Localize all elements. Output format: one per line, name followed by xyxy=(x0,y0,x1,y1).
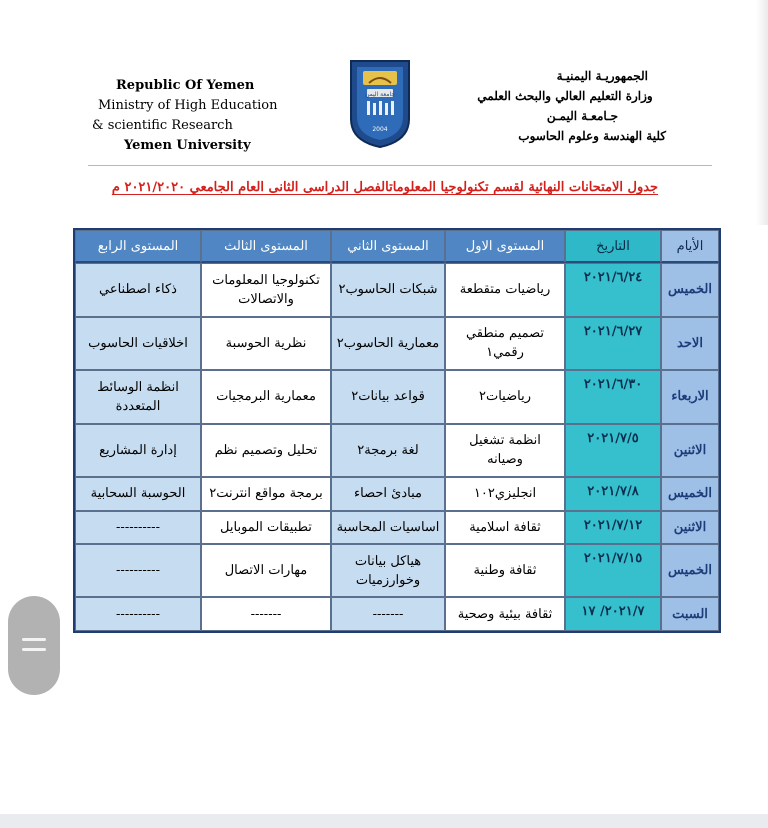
bottom-bar xyxy=(0,814,768,828)
row-day: الاثنين xyxy=(661,424,719,478)
table-row xyxy=(75,477,719,510)
row-level-1: تصميم منطقي رقمي١ xyxy=(445,317,565,371)
row-date: ٢٠٢١/٦/٣٠ xyxy=(565,370,661,424)
row-day: الخميس xyxy=(661,263,719,317)
row-level-1: انجليزي١٠٢ xyxy=(445,477,565,510)
row-day: الاثنين xyxy=(661,511,719,544)
row-date: ٢٠٢١/٧/ ١٧ xyxy=(565,597,661,631)
row-level-3: مهارات الاتصال xyxy=(201,544,331,598)
row-day: الخميس xyxy=(661,544,719,598)
college-arabic: كلية الهندسة وعلوم الحاسوب xyxy=(518,129,666,143)
row-level-4: ---------- xyxy=(75,511,201,544)
row-level-1: ثقافة بيئية وصحية xyxy=(445,597,565,631)
ministry-english-line1: Ministry of High Education xyxy=(98,98,278,113)
header-arabic xyxy=(450,66,680,146)
table-row xyxy=(75,263,719,317)
row-level-4: ذكاء اصطناعي xyxy=(75,263,201,317)
row-level-2: هياكل بيانات وخوارزميات xyxy=(331,544,445,598)
row-level-4: ---------- xyxy=(75,544,201,598)
table-row xyxy=(75,370,719,424)
row-level-4: إدارة المشاريع xyxy=(75,424,201,478)
row-day: الاربعاء xyxy=(661,370,719,424)
row-level-4: اخلاقيات الحاسوب xyxy=(75,317,201,371)
row-level-3: نظرية الحوسبة xyxy=(201,317,331,371)
header-divider xyxy=(88,165,712,166)
row-level-1: رياضيات٢ xyxy=(445,370,565,424)
ministry-english-line2: & scientific Research xyxy=(92,118,233,133)
row-date: ٢٠٢١/٧/٥ xyxy=(565,424,661,478)
row-level-2: ------- xyxy=(331,597,445,631)
row-level-2: لغة برمجة٢ xyxy=(331,424,445,478)
row-level-3: تطبيقات الموبايل xyxy=(201,511,331,544)
university-logo xyxy=(347,57,413,149)
row-level-2: شبكات الحاسوب٢ xyxy=(331,263,445,317)
table-row xyxy=(75,424,719,478)
row-date: ٢٠٢١/٦/٢٤ xyxy=(565,263,661,317)
table-row xyxy=(75,511,719,544)
university-arabic: جـامعـة اليمـن xyxy=(546,109,618,123)
row-level-1: انظمة تشغيل وصيانه xyxy=(445,424,565,478)
logo-year: 2004 xyxy=(372,126,388,133)
country-arabic: الجمهوريـة اليمنيـة xyxy=(556,69,648,83)
row-level-2: معمارية الحاسوب٢ xyxy=(331,317,445,371)
scrollbar-edge[interactable] xyxy=(756,0,768,225)
row-level-4: انظمة الوسائط المتعددة xyxy=(75,370,201,424)
schedule-title: جدول الامتحانات النهائية لقسم تكنولوجيا المعلوماتالفصل الدراسى الثانى العام الجامعي ٢٠٢١/٢٠٢٠ م xyxy=(111,180,659,195)
row-level-3: تحليل وتصميم نظم xyxy=(201,424,331,478)
menu-icon xyxy=(22,638,46,641)
country-english: Republic Of Yemen xyxy=(116,78,255,93)
exam-schedule-table xyxy=(73,228,721,633)
header-level-4: المستوى الرابع xyxy=(75,230,201,263)
row-date: ٢٠٢١/٧/٨ xyxy=(565,477,661,510)
table-row xyxy=(75,544,719,598)
ministry-arabic: وزارة التعليم العالي والبحث العلمي xyxy=(477,89,653,103)
row-level-1: ثقافة اسلامية xyxy=(445,511,565,544)
menu-icon xyxy=(22,648,46,651)
row-level-2: مبادئ احصاء xyxy=(331,477,445,510)
row-date: ٢٠٢١/٧/١٥ xyxy=(565,544,661,598)
header-date: التاريخ xyxy=(565,230,661,263)
table-row xyxy=(75,597,719,631)
row-level-4: الحوسبة السحابية xyxy=(75,477,201,510)
university-english: Yemen University xyxy=(124,138,251,153)
row-day: السبت xyxy=(661,597,719,631)
row-level-2: قواعد بيانات٢ xyxy=(331,370,445,424)
row-level-3: برمجة مواقع انترنت٢ xyxy=(201,477,331,510)
row-level-3: ------- xyxy=(201,597,331,631)
logo-text: جامعة اليمن xyxy=(364,91,396,98)
header-days: الأيام xyxy=(661,230,719,263)
header-english xyxy=(92,76,292,156)
row-date: ٢٠٢١/٦/٢٧ xyxy=(565,317,661,371)
header-level-3: المستوى الثالث xyxy=(201,230,331,263)
header-level-1: المستوى الاول xyxy=(445,230,565,263)
row-level-1: رياضيات متقطعة xyxy=(445,263,565,317)
row-level-3: معمارية البرمجيات xyxy=(201,370,331,424)
row-level-1: ثقافة وطنية xyxy=(445,544,565,598)
row-date: ٢٠٢١/٧/١٢ xyxy=(565,511,661,544)
floating-menu-button[interactable] xyxy=(8,596,60,695)
header-level-2: المستوى الثاني xyxy=(331,230,445,263)
row-level-3: تكنولوجيا المعلومات والاتصالات xyxy=(201,263,331,317)
row-level-4: ---------- xyxy=(75,597,201,631)
row-day: الخميس xyxy=(661,477,719,510)
table-header-row xyxy=(75,230,719,263)
row-level-2: اساسيات المحاسبة xyxy=(331,511,445,544)
row-day: الاحد xyxy=(661,317,719,371)
table-row xyxy=(75,317,719,371)
